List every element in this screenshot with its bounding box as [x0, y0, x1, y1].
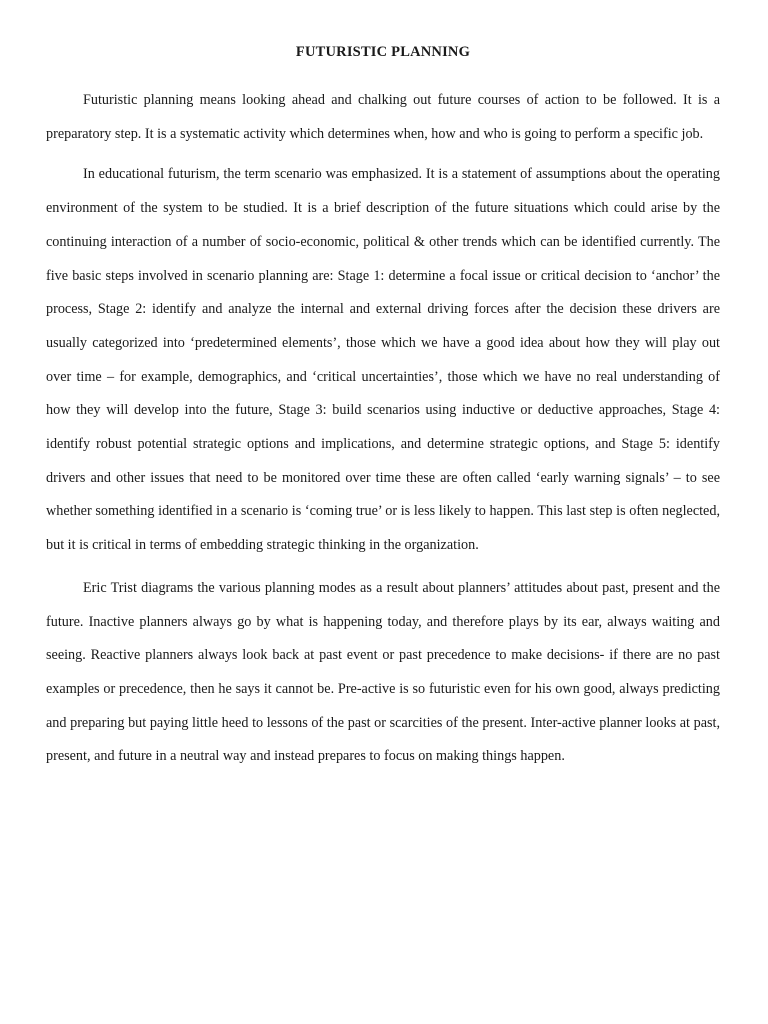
paragraph-scenario-planning: In educational futurism, the term scenario was emphasized. It is a statement of assumptions about the operating environment of the system to be studied. It is a brief description of the future situations which could arise by the continuing interaction of a number of socio-economic, political & other trends which can be identified currently. The five basic steps involved in scenario planning are: Stage 1: determine a focal issue or critical decision to ‘anchor’ the process, Stage 2: identify and analyze the internal and external driving forces after the decision these drivers are usually categorized into ‘predetermined elements’, those which we have a good idea about how they will play out over time – for example, demographics, and ‘critical uncertainties’, those which we have no real understanding of how they will develop into the future, Stage 3: build scenarios using inductive or deductive approaches, Stage 4: identify robust potential strategic options and implications, and determine strategic options, and Stage 5: identify drivers and other issues that need to be monitored over time these are often called ‘early warning signals’ – to see whether something identified in a scenario is ‘coming true’ or is less likely to happen. This last step is often neglected, but it is critical in terms of embedding strategic thinking in the organization. [46, 166, 720, 554]
document-page [46, 0, 720, 774]
paragraph-intro: Futuristic planning means looking ahead and chalking out future courses of action to be followed. It is a preparatory step. It is a systematic activity which determines when, how and who is going to perform a specific job. [46, 92, 720, 142]
paragraph-planning-modes: Eric Trist diagrams the various planning modes as a result about planners’ attitudes about past, present and the future. Inactive planners always go by what is happening today, and therefore plays by its ear, always waiting and seeing. Reactive planners always look back at past event or past precedence to make decisions- if there are no past examples or precedence, then he says it cannot be. Pre-active is so futuristic even for his own good, always predicting and preparing but paying little heed to lessons of the past or scarcities of the present. Inter-active planner looks at past, present, and future in a neutral way and instead prepares to focus on making things happen. [46, 579, 720, 765]
page-title: FUTURISTIC PLANNING [295, 44, 471, 60]
